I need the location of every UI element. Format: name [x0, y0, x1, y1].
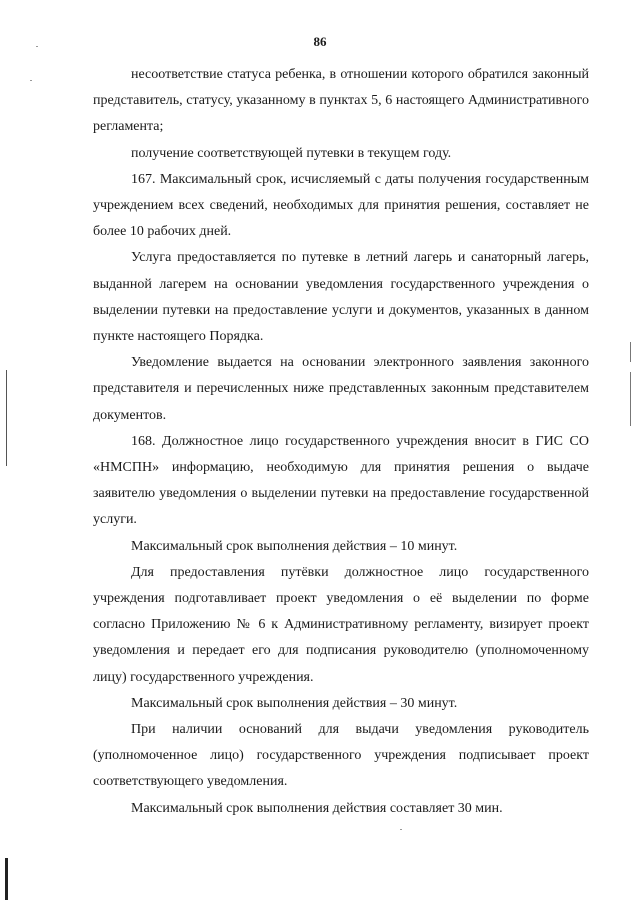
paragraph-status-mismatch: несоответствие статуса ребенка, в отношении которого обратился законный представитель, статусу, указанному в пунктах 5, 6 настоящего Административного регламента;: [93, 67, 589, 135]
paragraph-service-provision: Услуга предоставляется по путевке в летний лагерь и санаторный лагерь, выданной лагерем на основании уведомления государственного учреждения о выделении путевки на предоставление услуги и документов, указанных в данном пункте настоящего Порядка.: [93, 250, 589, 345]
page-number: 86: [313, 34, 327, 49]
paragraph-item-167: 167. Максимальный срок, исчисляемый с даты получения государственным учреждением всех сведений, необходимых для принятия решения, составляет не более 10 рабочих дней.: [93, 171, 589, 240]
scan-dot-3: [400, 829, 402, 830]
scan-mark-left: [6, 370, 7, 466]
paragraph-max-time-30-min: Максимальный срок выполнения действия составляет 30 мин.: [131, 800, 503, 816]
scan-mark-right-1: [630, 342, 631, 362]
scan-mark-right-2: [630, 372, 631, 426]
document-body: [93, 62, 589, 822]
scan-dot-2: [30, 80, 32, 81]
paragraph-signing: При наличии оснований для выдачи уведомления руководитель (уполномоченное лицо) государственного учреждения подписывает проект соответствующего уведомления.: [93, 722, 589, 790]
paragraph-voucher-received: получение соответствующей путевки в текущем году.: [131, 145, 452, 161]
paragraph-draft-notification: Для предоставления путёвки должностное лицо государственного учреждения подготавливает проект уведомления о её выделении по форме согласно Приложению № 6 к Административному регламенту, визирует проект уведомления и передает его для подписания руководителю (уполномоченному лицу) государственного учреждения.: [93, 564, 589, 685]
paragraph-notification-basis: Уведомление выдается на основании электронного заявления законного представителя и перечисленных ниже представленных законным представителем документов.: [93, 355, 589, 423]
paragraph-max-time-10: Максимальный срок выполнения действия – 10 минут.: [131, 538, 458, 554]
paragraph-item-168: 168. Должностное лицо государственного учреждения вносит в ГИС СО «НМСПН» информацию, необходимую для принятия решения о выдаче заявителю уведомления о выделении путевки на предоставление государственной услуги.: [93, 433, 589, 528]
paragraph-max-time-30: Максимальный срок выполнения действия – 30 минут.: [131, 695, 458, 711]
scan-mark-bottom-left: [5, 858, 8, 900]
scan-dot-1: [36, 46, 38, 47]
